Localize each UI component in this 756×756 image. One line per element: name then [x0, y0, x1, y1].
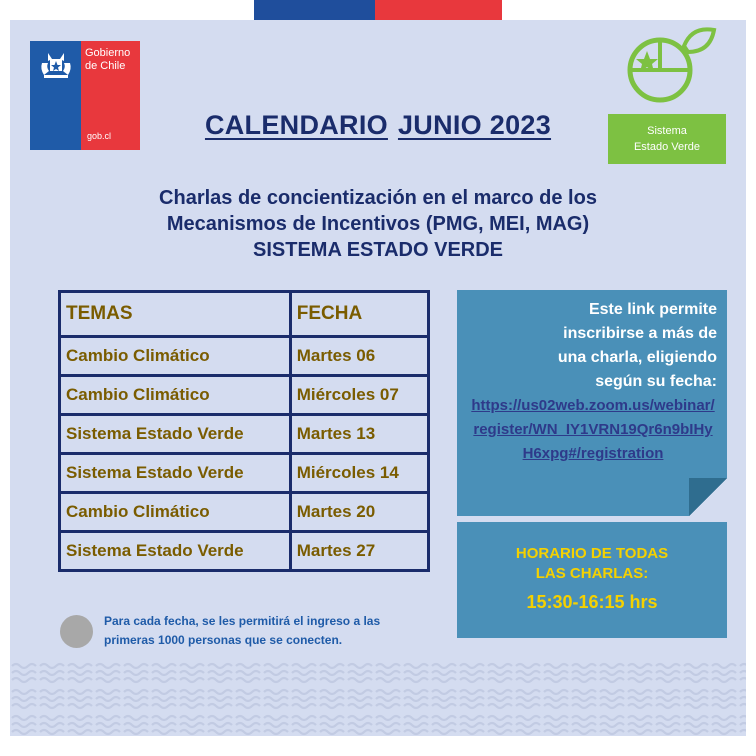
- table-row: [60, 337, 429, 376]
- time-label-line-1: HORARIO DE TODAS: [515, 545, 669, 562]
- registration-link-box: [457, 290, 727, 516]
- schedule-table: [58, 290, 430, 572]
- subtitle-line-2: Mecanismos de Incentivos (PMG, MEI, MAG): [166, 213, 590, 235]
- row-date: Miércoles 14: [290, 454, 428, 493]
- title-month: JUNIO 2023: [397, 110, 552, 140]
- row-topic: Sistema Estado Verde: [60, 532, 291, 571]
- top-flag-red-stripe: [375, 0, 502, 20]
- subtitle-line-3: SISTEMA ESTADO VERDE: [252, 239, 504, 261]
- table-header-row: [60, 292, 429, 337]
- subtitle-line-1: Charlas de concientización en el marco de los: [159, 187, 597, 209]
- folded-corner: [689, 478, 727, 516]
- registration-link[interactable]: https://us02web.zoom.us/webinar/register/WN_IY1VRN19Qr6n9bIHyH6xpg#/registration: [471, 397, 715, 462]
- top-flag-blue-stripe: [254, 0, 375, 20]
- link-info-line-4: según su fecha:: [595, 373, 717, 390]
- header-fecha: FECHA: [290, 292, 428, 337]
- subtitle: [10, 185, 746, 263]
- link-info-line-3: una charla, eligiendo: [557, 349, 717, 366]
- row-topic: Cambio Climático: [60, 337, 291, 376]
- table-row: [60, 532, 429, 571]
- page-title: [10, 110, 746, 141]
- row-date: Martes 27: [290, 532, 428, 571]
- row-date: Martes 06: [290, 337, 428, 376]
- gob-cl-label: gob.cl: [87, 131, 112, 141]
- time-label-line-2: LAS CHARLAS:: [535, 565, 649, 582]
- capacity-note: Para cada fecha, se les permitirá el ingreso a las primeras 1000 personas que se conecten.: [104, 614, 381, 647]
- row-date: Martes 20: [290, 493, 428, 532]
- sistema-estado-verde-label: Sistema Estado Verde: [608, 114, 726, 164]
- table-row: [60, 493, 429, 532]
- table-row: [60, 454, 429, 493]
- table-row: [60, 415, 429, 454]
- link-info-line-2: inscribirse a más de: [563, 325, 717, 342]
- leaf-flag-icon: [618, 26, 718, 108]
- row-topic: Sistema Estado Verde: [60, 415, 291, 454]
- time-value: 15:30-16:15 hrs: [526, 592, 658, 612]
- header-temas: TEMAS: [60, 292, 291, 337]
- sistema-estado-verde-logo: [608, 26, 728, 166]
- title-calendar: CALENDARIO: [204, 110, 388, 140]
- gobierno-de-chile-label: Gobierno de Chile: [85, 47, 131, 72]
- note-bullet-icon: [60, 615, 93, 648]
- row-topic: Sistema Estado Verde: [60, 454, 291, 493]
- calendar-poster: [10, 20, 746, 736]
- schedule-time-box: [457, 522, 727, 638]
- table-row: [60, 376, 429, 415]
- row-topic: Cambio Climático: [60, 493, 291, 532]
- chile-crest-icon: [36, 49, 76, 83]
- decorative-pattern: [10, 660, 746, 736]
- row-date: Martes 13: [290, 415, 428, 454]
- link-info-line-1: Este link permite: [588, 301, 717, 318]
- row-topic: Cambio Climático: [60, 376, 291, 415]
- row-date: Miércoles 07: [290, 376, 428, 415]
